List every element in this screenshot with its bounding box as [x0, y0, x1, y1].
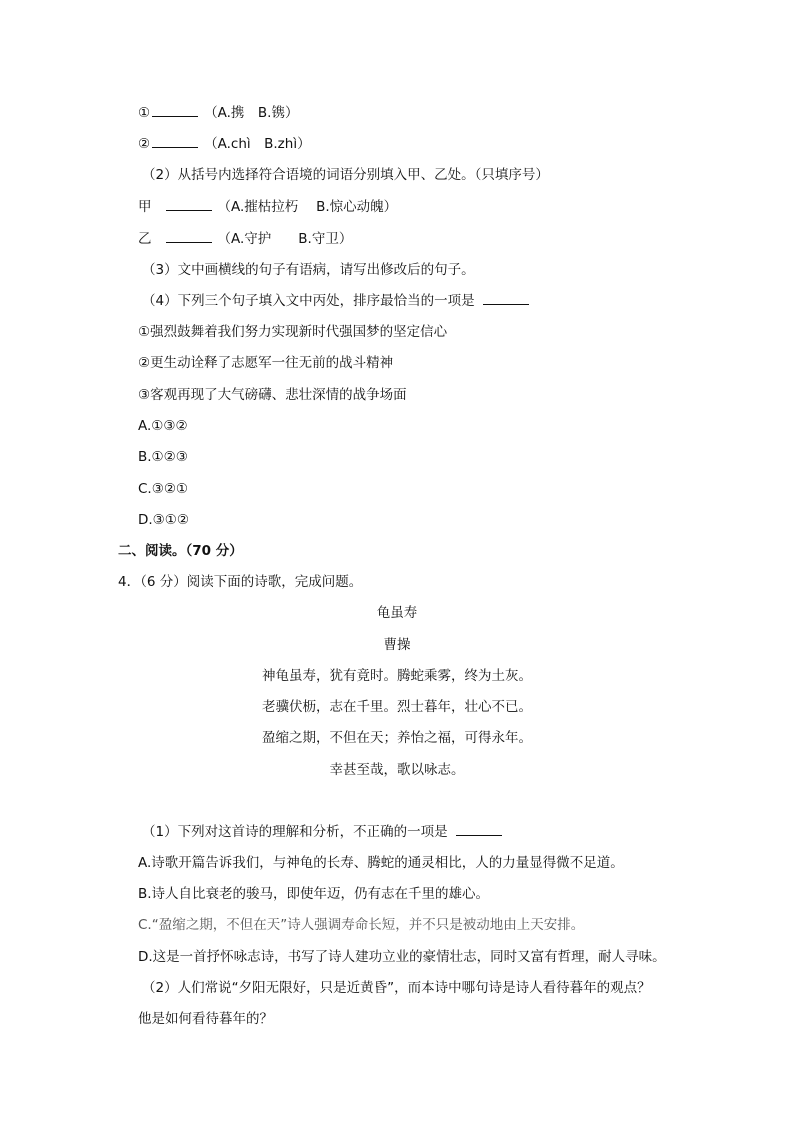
- sentence-1: ①强烈鼓舞着我们努力实现新时代强国梦的坚定信心: [138, 324, 448, 340]
- yi-item: [138, 230, 352, 248]
- poem-line-4: 幸甚至哉，歌以咏志。: [329, 762, 465, 778]
- pinyin-item-2: [138, 135, 311, 153]
- item-number: ①: [138, 105, 151, 121]
- yi-label: 乙: [138, 231, 152, 247]
- subquestion-4-prompt: （4）下列三个句子填入文中丙处，排序最恰当的一项是: [142, 293, 475, 309]
- jia-label: 甲: [138, 199, 152, 215]
- pinyin-item-1: [138, 104, 298, 122]
- poem-line-1: 神龟虽寿，犹有竟时。腾蛇乘雾，终为土灰。: [262, 668, 532, 684]
- yi-options: （A.守护 B.守卫）: [217, 231, 353, 247]
- item-number: ②: [138, 136, 151, 152]
- item-options: （A.携 B.镌）: [204, 105, 299, 121]
- q4-subquestion-2-line-2: 他是如何看待暮年的？: [138, 1011, 273, 1027]
- section-heading: 二、阅读。（70 分）: [118, 543, 243, 559]
- answer-blank[interactable]: [166, 198, 212, 211]
- answer-blank[interactable]: [152, 104, 198, 117]
- jia-item: [138, 198, 397, 216]
- subquestion-2-prompt: （2）从括号内选择符合语境的词语分别填入甲、乙处。（只填序号）: [142, 167, 549, 183]
- answer-blank[interactable]: [152, 135, 198, 148]
- choice-b: B.①②③: [138, 449, 188, 465]
- poem-line-3: 盈缩之期，不但在天；养怡之福，可得永年。: [262, 730, 532, 746]
- q4-subquestion-2-line-1: （2）人们常说“夕阳无限好，只是近黄昏”，而本诗中哪句诗是诗人看待暮年的观点？: [142, 980, 651, 996]
- poem-author: 曹操: [383, 637, 411, 653]
- q4-subquestion-1: [142, 823, 502, 841]
- q4-option-b: B.诗人自比衰老的骏马，即使年迈，仍有志在千里的雄心。: [138, 886, 490, 902]
- sentence-3: ③客观再现了大气磅礴、悲壮深情的战争场面: [138, 387, 407, 403]
- poem-title: 龟虽寿: [376, 605, 418, 621]
- jia-options: （A.摧枯拉朽 B.惊心动魄）: [217, 199, 398, 215]
- subquestion-4: [142, 292, 529, 310]
- answer-blank[interactable]: [456, 823, 502, 836]
- question-4-stem: 4．（6 分）阅读下面的诗歌，完成问题。: [118, 574, 363, 590]
- poem-line-2: 老骥伏枥，志在千里。烈士暮年，壮心不已。: [262, 699, 532, 715]
- q4-option-a: A.诗歌开篇告诉我们，与神龟的长寿、腾蛇的通灵相比，人的力量显得微不足道。: [138, 855, 624, 871]
- q4-option-d: D.这是一首抒怀咏志诗，书写了诗人建功立业的豪情壮志，同时又富有哲理，耐人寻味。: [138, 949, 666, 965]
- q4-option-c: C.“盈缩之期，不但在天”诗人强调寿命长短，并不只是被动地由上天安排。: [138, 917, 585, 933]
- sentence-2: ②更生动诠释了志愿军一往无前的战斗精神: [138, 355, 394, 371]
- answer-blank[interactable]: [166, 230, 212, 243]
- choice-c: C.③②①: [138, 481, 189, 497]
- choice-d: D.③①②: [138, 512, 189, 528]
- answer-blank[interactable]: [483, 292, 529, 305]
- q4-subquestion-1-prompt: （1）下列对这首诗的理解和分析，不正确的一项是: [142, 824, 448, 840]
- subquestion-3-prompt: （3）文中画横线的句子有语病，请写出修改后的句子。: [142, 262, 475, 278]
- choice-a: A.①③②: [138, 418, 188, 434]
- item-options: （A.chì B.zhì）: [204, 136, 311, 152]
